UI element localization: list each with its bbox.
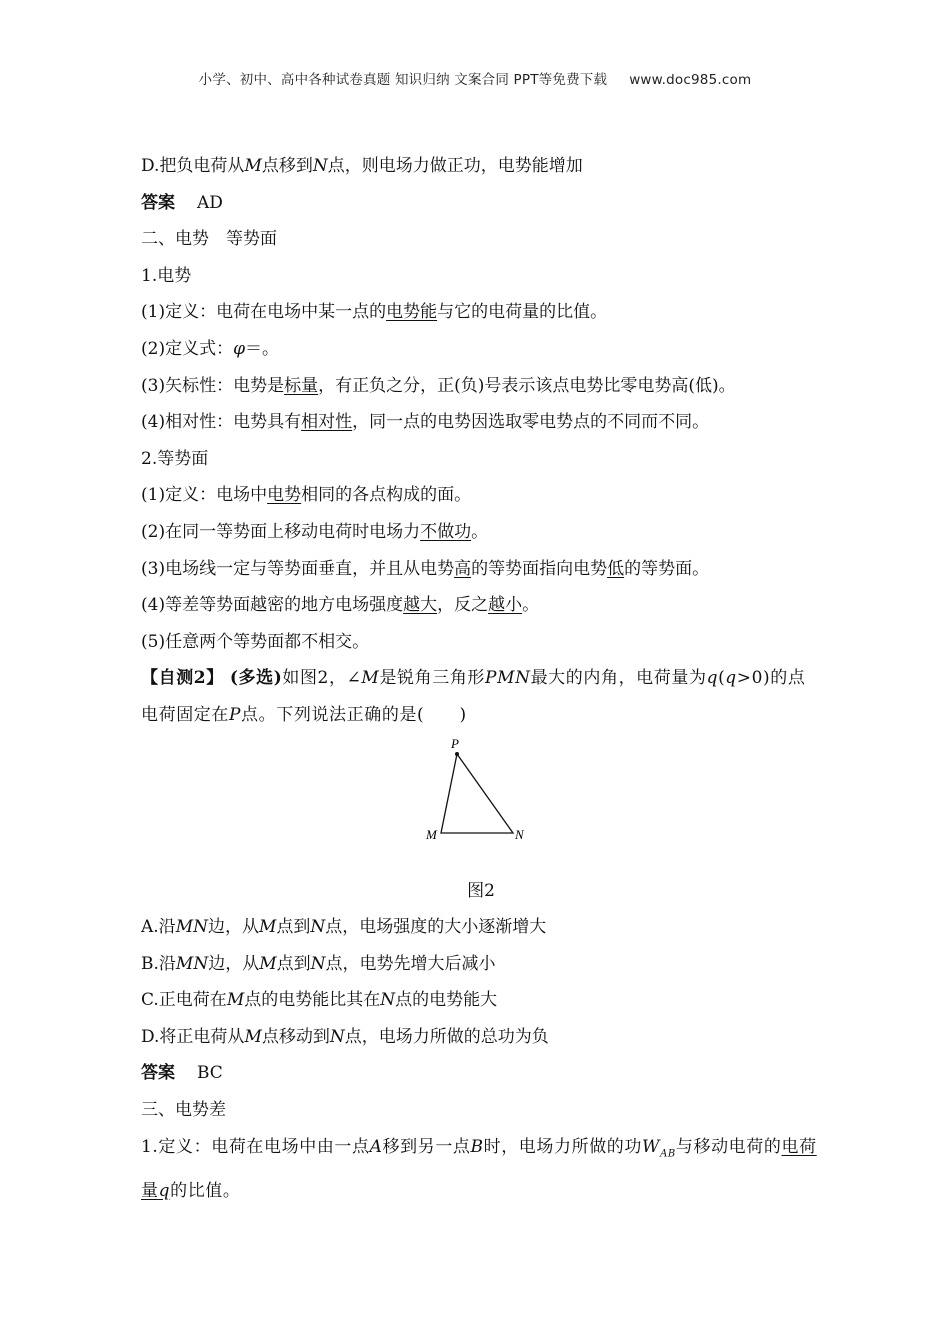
header-text: 小学、初中、高中各种试卷真题 知识归纳 文案合同 PPT等免费下载 bbox=[198, 72, 608, 88]
equipotential-definition: (1)定义：电场中电势相同的各点构成的面。 bbox=[141, 485, 472, 506]
option-a: A.沿MN边，从M点到N点，电场强度的大小逐渐增大 bbox=[141, 917, 547, 938]
potential-difference-definition: 1.定义：电荷在电场中由一点A移到另一点B时，电场力所做的功$W_{AB}$与移动电荷的电荷量q的比值。 bbox=[141, 1136, 817, 1201]
answer-label: 答案 bbox=[141, 1063, 175, 1084]
answer-2 bbox=[141, 1055, 821, 1092]
potential-formula: (2)定义式：φ＝。 bbox=[141, 338, 279, 359]
option-c: C.正电荷在M点的电势能比其在N点的电势能大 bbox=[141, 990, 498, 1011]
option-d-prev: D.把负电荷从M点移到N点，则电场力做正功，电势能增加 bbox=[141, 156, 583, 176]
section-2-title: 二、电势 等势面 bbox=[141, 229, 277, 250]
answer-1 bbox=[141, 185, 821, 222]
quiz-tag: 【自测2】 bbox=[141, 668, 224, 689]
answer-label: 答案 bbox=[141, 192, 175, 213]
section-3-title: 三、电势差 bbox=[141, 1100, 226, 1121]
equipotential-no-work: (2)在同一等势面上移动电荷时电场力不做功。 bbox=[141, 521, 489, 542]
subsection-2-title: 2.等势面 bbox=[141, 448, 209, 469]
potential-relativity: (4)相对性：电势具有相对性，同一点的电势因选取零电势点的不同而不同。 bbox=[141, 412, 710, 433]
header-site-link[interactable]: www.doc985.com bbox=[629, 72, 752, 88]
triangle-pmn-diagram bbox=[411, 736, 551, 871]
point-charge-p bbox=[455, 752, 459, 756]
triangle-figure bbox=[141, 734, 821, 871]
triangle-outline bbox=[441, 754, 513, 833]
equipotential-perpendicular: (3)电场线一定与等势面垂直，并且从电势高的等势面指向电势低的等势面。 bbox=[141, 558, 710, 579]
answer-value: AD bbox=[197, 192, 223, 213]
label-m: M bbox=[426, 826, 437, 842]
label-n: N bbox=[515, 826, 524, 842]
label-p: P bbox=[451, 735, 459, 751]
equipotential-no-intersect: (5)任意两个等势面都不相交。 bbox=[141, 631, 370, 652]
page-header bbox=[0, 68, 950, 88]
equipotential-density: (4)等差等势面越密的地方电场强度越大，反之越小。 bbox=[141, 595, 540, 616]
document-body bbox=[141, 148, 821, 1209]
quiz-multi: (多选) bbox=[229, 668, 283, 689]
subsection-1-title: 1.电势 bbox=[141, 265, 192, 286]
potential-definition: (1)定义：电荷在电场中某一点的电势能与它的电荷量的比值。 bbox=[141, 302, 608, 323]
quiz-question: 【自测2】 (多选)如图2，∠M是锐角三角形PMN最大的内角，电荷量为q(q>0)的点电荷固定在P点。下列说法正确的是( ) bbox=[141, 668, 806, 725]
option-d: D.将正电荷从M点移动到N点，电场力所做的总功为负 bbox=[141, 1026, 549, 1047]
option-b: B.沿MN边，从M点到N点，电势先增大后减小 bbox=[141, 953, 496, 974]
potential-scalar: (3)矢标性：电势是标量，有正负之分，正(负)号表示该点电势比零电势高(低)。 bbox=[141, 375, 736, 396]
figure-caption: 图2 bbox=[467, 880, 495, 901]
answer-value: BC bbox=[197, 1063, 223, 1084]
